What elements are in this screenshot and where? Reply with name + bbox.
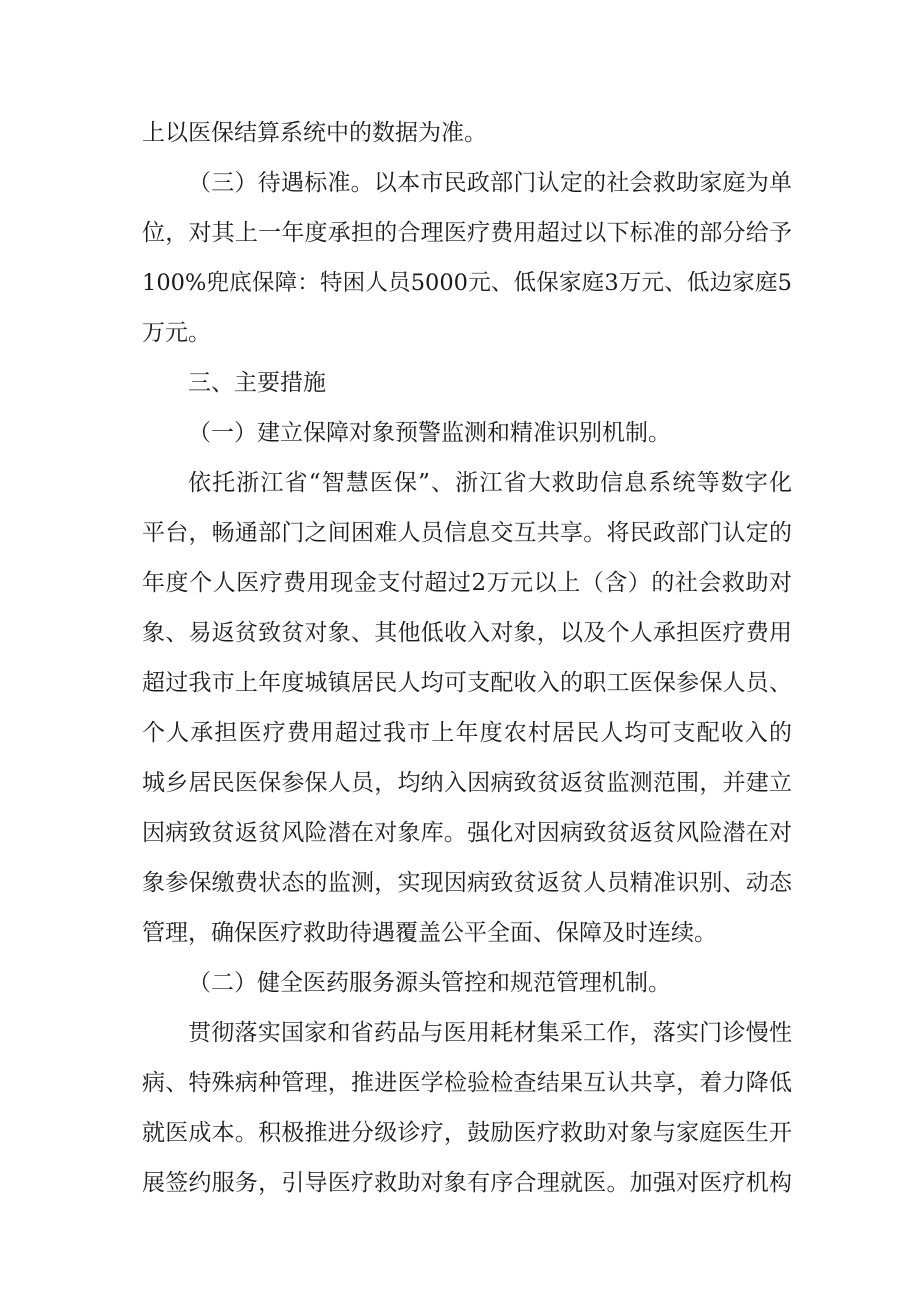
paragraph-line: 个人承担医疗费用超过我市上年度农村居民人均可支配收入的: [142, 720, 792, 746]
paragraph-line: 依托浙江省“智慧医保”、浙江省大救助信息系统等数字化: [188, 470, 792, 496]
subsection-heading: （一）建立保障对象预警监测和精准识别机制。: [188, 420, 671, 446]
paragraph-line: 城乡居民医保参保人员，均纳入因病致贫返贫监测范围，并建立: [142, 770, 792, 796]
paragraph-line: 病、特殊病种管理，推进医学检验检查结果互认共享，着力降低: [142, 1070, 792, 1096]
paragraph-line: 万元。: [142, 320, 211, 346]
paragraph-line: （三）待遇标准。以本市民政部门认定的社会救助家庭为单: [188, 170, 792, 196]
paragraph-line: 100%兜底保障：特困人员5000元、低保家庭3万元、低边家庭5: [142, 270, 792, 296]
paragraph-line: 就医成本。积极推进分级诊疗，鼓励医疗救助对象与家庭医生开: [142, 1120, 792, 1146]
paragraph-line: 展签约服务，引导医疗救助对象有序合理就医。加强对医疗机构: [142, 1170, 792, 1196]
subsection-heading: （二）健全医药服务源头管控和规范管理机制。: [188, 970, 671, 996]
paragraph-line: 贯彻落实国家和省药品与医用耗材集采工作，落实门诊慢性: [188, 1020, 792, 1046]
paragraph-line: 超过我市上年度城镇居民人均可支配收入的职工医保参保人员、: [142, 670, 792, 696]
paragraph-line: 位，对其上一年度承担的合理医疗费用超过以下标准的部分给予: [142, 220, 792, 246]
paragraph-line: 象参保缴费状态的监测，实现因病致贫返贫人员精准识别、动态: [142, 870, 792, 896]
paragraph-line: 年度个人医疗费用现金支付超过2万元以上（含）的社会救助对: [142, 570, 792, 596]
paragraph-line: 平台，畅通部门之间困难人员信息交互共享。将民政部门认定的: [142, 520, 792, 546]
paragraph-line: 上以医保结算系统中的数据为准。: [142, 120, 487, 146]
paragraph-line: 因病致贫返贫风险潜在对象库。强化对因病致贫返贫风险潜在对: [142, 820, 792, 846]
paragraph-line: 管理，确保医疗救助待遇覆盖公平全面、保障及时连续。: [142, 920, 717, 946]
section-heading: 三、主要措施: [188, 370, 326, 396]
paragraph-line: 象、易返贫致贫对象、其他低收入对象，以及个人承担医疗费用: [142, 620, 792, 646]
